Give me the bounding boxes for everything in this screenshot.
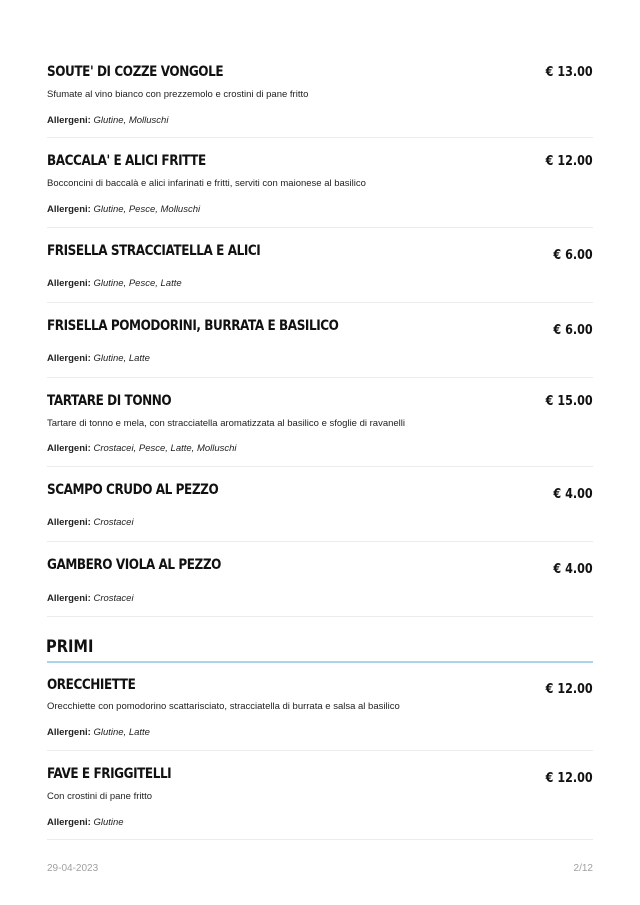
item-description: Sfumate al vino bianco con prezzemolo e crostini di pane fritto — [47, 89, 309, 100]
item-name: SCAMPO CRUDO AL PEZZO — [47, 482, 219, 498]
allergens-label: Allergeni: — [47, 593, 91, 604]
item-allergens — [47, 593, 134, 604]
item-price: € 12.00 — [545, 771, 593, 786]
allergens-label: Allergeni: — [47, 204, 91, 215]
item-price: € 6.00 — [553, 323, 593, 338]
allergens-value: Crostacei — [93, 517, 134, 528]
item-allergens — [47, 817, 124, 828]
item-allergens — [47, 278, 182, 289]
menu-item — [47, 243, 593, 303]
item-name: BACCALA' E ALICI FRITTE — [47, 153, 206, 169]
section-heading — [47, 636, 593, 663]
item-allergens — [47, 517, 134, 528]
section-title: PRIMI — [46, 637, 94, 657]
allergens-value: Glutine, Pesce, Molluschi — [93, 204, 201, 215]
item-allergens — [47, 204, 200, 215]
footer-date: 29-04-2023 — [47, 863, 99, 874]
item-description: Bocconcini di baccalà e alici infarinati e fritti, serviti con maionese al basilico — [47, 178, 366, 189]
allergens-value: Glutine, Latte — [93, 353, 150, 364]
menu-item — [47, 677, 593, 751]
item-description: Tartare di tonno e mela, con stracciatella aromatizzata al basilico e sfoglie di ravanelli — [47, 418, 406, 429]
item-price: € 12.00 — [545, 154, 593, 169]
menu-item — [47, 557, 593, 617]
allergens-value: Crostacei, Pesce, Latte, Molluschi — [93, 443, 237, 454]
item-name: SOUTE' DI COZZE VONGOLE — [47, 64, 224, 80]
item-price: € 13.00 — [545, 65, 593, 80]
allergens-label: Allergeni: — [47, 353, 91, 364]
allergens-label: Allergeni: — [47, 115, 91, 126]
item-description: Con crostini di pane fritto — [47, 791, 153, 802]
item-allergens — [47, 443, 237, 454]
item-name: FRISELLA STRACCIATELLA E ALICI — [47, 243, 261, 259]
menu-item — [47, 64, 593, 138]
item-price: € 4.00 — [553, 487, 593, 502]
allergens-label: Allergeni: — [47, 517, 91, 528]
item-name: FRISELLA POMODORINI, BURRATA E BASILICO — [47, 318, 339, 334]
allergens-label: Allergeni: — [47, 443, 91, 454]
item-name: GAMBERO VIOLA AL PEZZO — [47, 557, 221, 573]
item-name: TARTARE DI TONNO — [47, 393, 172, 409]
allergens-value: Crostacei — [93, 593, 134, 604]
item-name: FAVE E FRIGGITELLI — [47, 766, 172, 782]
allergens-label: Allergeni: — [47, 817, 91, 828]
item-name: ORECCHIETTE — [47, 677, 136, 693]
item-price: € 15.00 — [545, 394, 593, 409]
item-allergens — [47, 727, 150, 738]
item-price: € 6.00 — [553, 248, 593, 263]
allergens-label: Allergeni: — [47, 727, 91, 738]
allergens-value: Glutine, Latte — [93, 727, 150, 738]
menu-item — [47, 153, 593, 228]
item-price: € 12.00 — [545, 682, 593, 697]
menu-item — [47, 482, 593, 542]
menu-item — [47, 766, 593, 840]
item-description: Orecchiette con pomodorino scattarisciato, stracciatella di burrata e salsa al basilico — [47, 701, 400, 712]
item-allergens — [47, 115, 168, 126]
allergens-value: Glutine, Molluschi — [93, 115, 169, 126]
allergens-value: Glutine — [93, 817, 124, 828]
footer-page-number: 2/12 — [573, 863, 593, 874]
allergens-label: Allergeni: — [47, 278, 91, 289]
allergens-value: Glutine, Pesce, Latte — [93, 278, 182, 289]
item-price: € 4.00 — [553, 562, 593, 577]
menu-item — [47, 393, 593, 467]
item-allergens — [47, 353, 150, 364]
menu-item — [47, 318, 593, 378]
